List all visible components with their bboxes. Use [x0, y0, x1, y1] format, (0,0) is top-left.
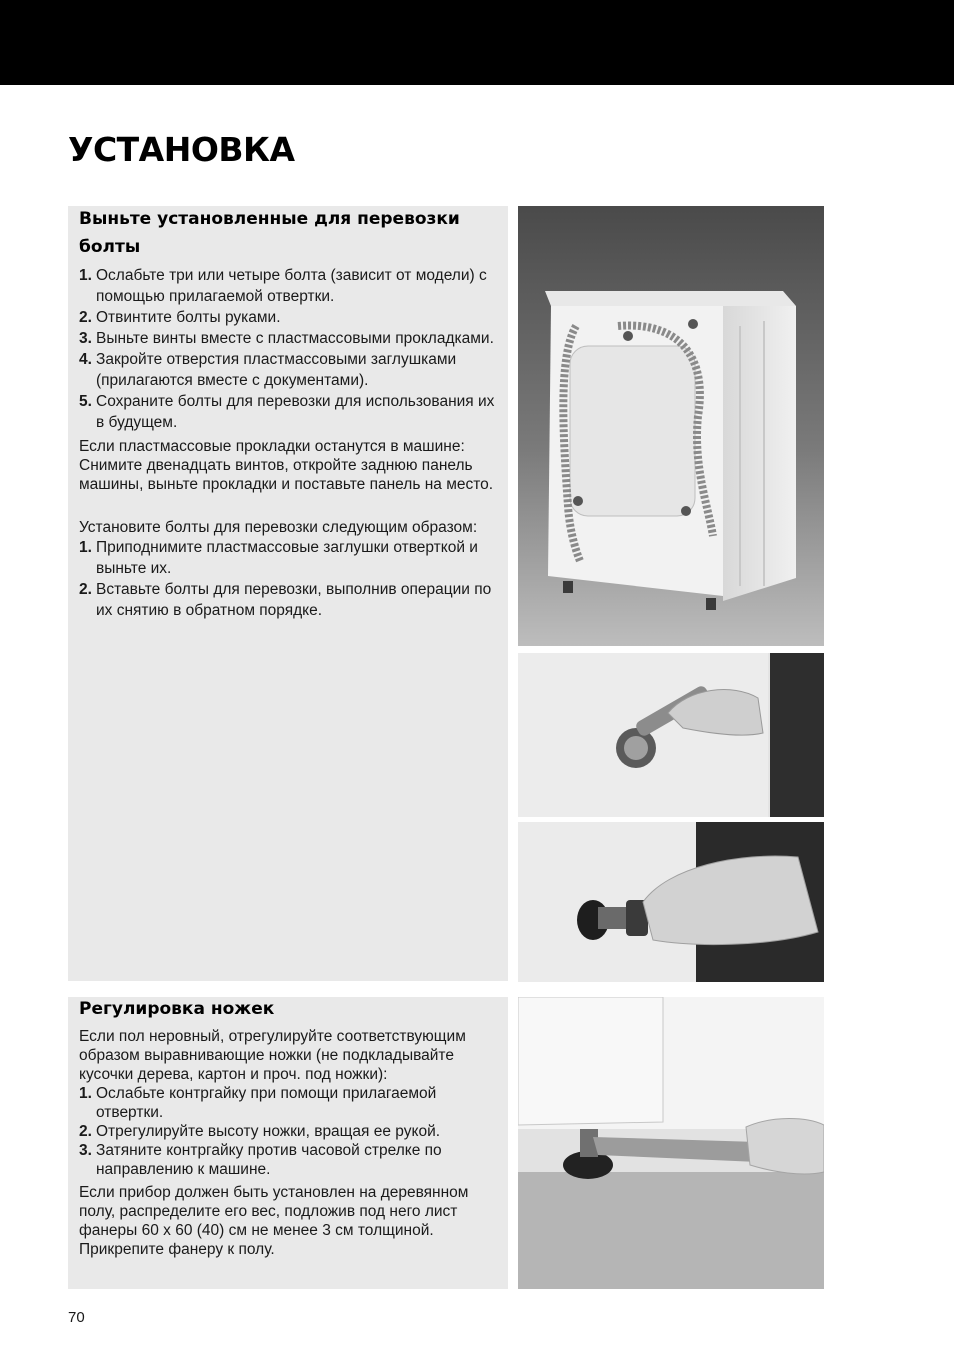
install-steps-list — [79, 537, 502, 621]
list-item: 4. Закройте отверстия пластмассовыми заглушками (прилагаются вместе с документами). — [79, 351, 457, 389]
list-item: 1. Ослабьте контргайку при помощи прилагаемой отвертки. — [79, 1085, 437, 1121]
washing-machine-rear-photo — [518, 206, 824, 646]
feet-steps-list — [79, 1084, 502, 1179]
adjust-foot-photo — [518, 997, 824, 1289]
removal-steps-list — [79, 265, 502, 433]
feet-intro: Если пол неровный, отрегулируйте соответствующим образом выравнивающие ножки (не подкладывайте кусочки дерева, картон и проч. под ножки): — [79, 1028, 466, 1083]
wooden-floor-note: Если прибор должен быть установлен на деревянном полу, распределите его вес, подложив под него лист фанеры 60 x 60 (40) см не менее 3 см толщиной. Прикрепите фанеру к полу. — [79, 1184, 469, 1258]
transport-bolts-section — [68, 206, 508, 981]
insert-bolt-photo — [518, 822, 824, 982]
list-item: 2. Отрегулируйте высоту ножки, вращая ее рукой. — [79, 1123, 441, 1140]
transport-bolts-heading: Выньте установленные для перевозки болты — [79, 209, 460, 257]
list-item: 2. Вставьте болты для перевозки, выполнив операции по их снятию в обратном порядке. — [79, 581, 492, 619]
page-title: УСТАНОВКА — [68, 130, 295, 169]
list-item: 2. Отвинтите болты руками. — [79, 309, 281, 326]
list-item: 1. Приподнимите пластмассовые заглушки отверткой и выньте их. — [79, 539, 478, 577]
list-item: 3. Выньте винты вместе с пластмассовыми прокладками. — [79, 330, 494, 347]
list-item: 1. Ослабьте три или четыре болта (зависит от модели) с помощью прилагаемой отвертки. — [79, 267, 487, 305]
page-number: 70 — [68, 1309, 85, 1326]
plastic-spacers-note: Если пластмассовые прокладки останутся в машине: Снимите двенадцать винтов, откройте заднюю панель машины, выньте прокладки и поставьте панель на место. — [79, 438, 494, 493]
feet-adjustment-heading: Регулировка ножек — [79, 999, 275, 1019]
feet-adjustment-section — [68, 997, 508, 1289]
install-intro: Установите болты для перевозки следующим образом: — [79, 519, 478, 536]
header-bar — [0, 0, 954, 85]
list-item: 5. Сохраните болты для перевозки для использования их в будущем. — [79, 393, 495, 431]
wrench-bolt-photo — [518, 653, 824, 817]
list-item: 3. Затяните контргайку против часовой стрелке по направлению к машине. — [79, 1142, 442, 1178]
